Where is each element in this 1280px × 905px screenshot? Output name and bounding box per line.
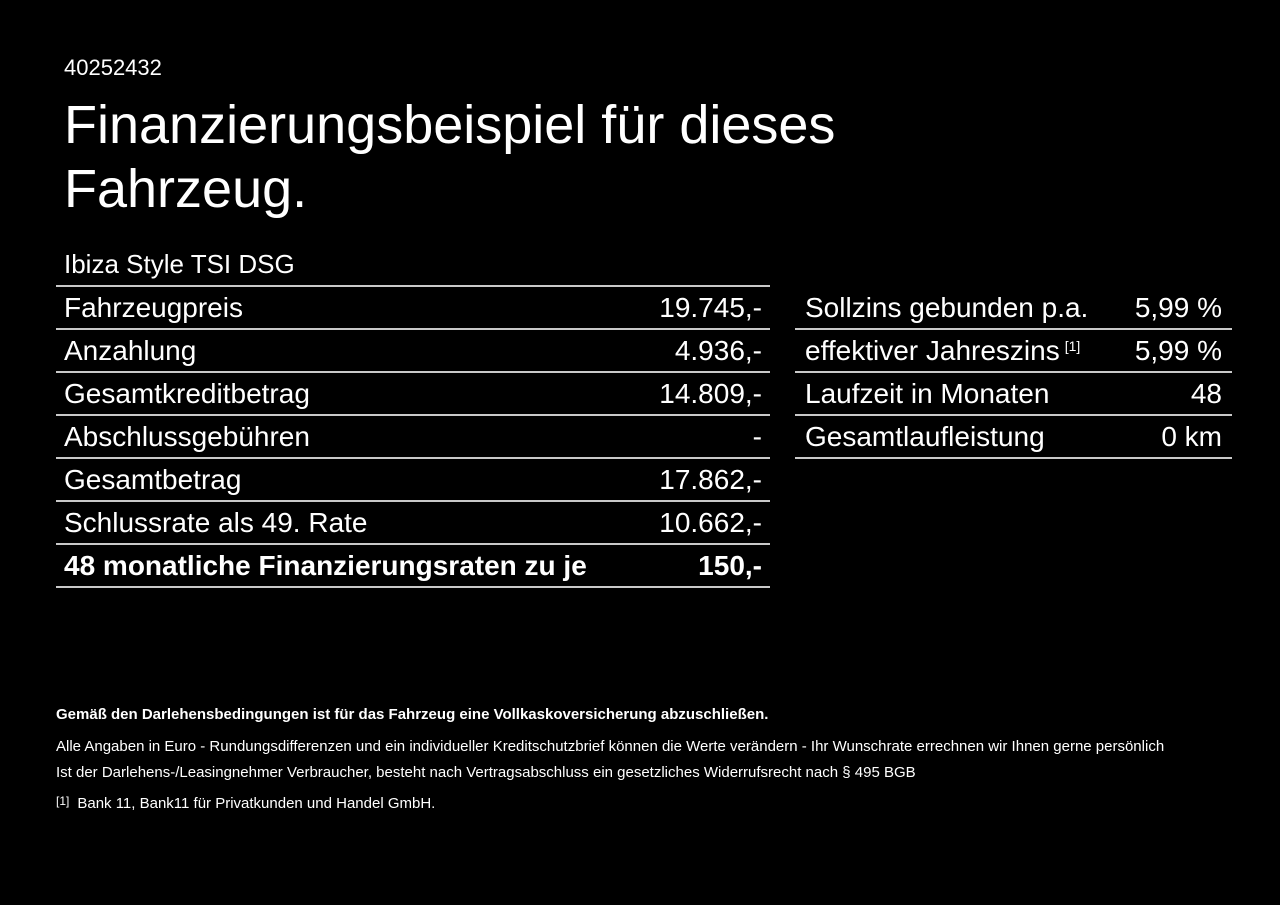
table-row-fahrzeugpreis: [56, 287, 770, 330]
row-label: Gesamtkreditbetrag: [64, 377, 310, 409]
row-value: 150,-: [698, 549, 762, 581]
row-value: 14.809,-: [659, 377, 762, 409]
row-label: Gesamtlaufleistung: [805, 420, 1045, 452]
disclaimer-line-2: Ist der Darlehens-/Leasingnehmer Verbraucher, besteht nach Vertragsabschluss ein gesetzliches Widerrufsrecht nach § 495 BGB: [56, 764, 916, 781]
row-value: 5,99 %: [1134, 334, 1222, 366]
table-row-abschlussgebuehren: [56, 416, 770, 459]
finance-tables: [56, 244, 1232, 588]
table-row-schlussrate: [56, 502, 770, 545]
row-label: 48 monatliche Finanzierungsraten zu je: [64, 549, 587, 581]
footnote-text: Bank 11, Bank11 für Privatkunden und Handel GmbH.: [77, 795, 436, 812]
table-row-anzahlung: [56, 330, 770, 373]
row-label: Laufzeit in Monaten: [805, 377, 1050, 409]
footnote-reference: [1]: [1064, 337, 1081, 354]
insurance-note: Gemäß den Darlehensbedingungen ist für das Fahrzeug eine Vollkaskoversicherung abzuschließen.: [56, 706, 769, 723]
legal-footer: [56, 705, 1246, 814]
table-row-monatsrate: [56, 545, 770, 588]
row-label: effektiver Jahreszins [1]: [805, 334, 1081, 366]
row-label: Fahrzeugpreis: [64, 291, 243, 323]
row-value: 0 km: [1161, 420, 1222, 452]
row-value: -: [752, 420, 762, 452]
row-label: Gesamtbetrag: [64, 463, 242, 495]
table-row-gesamtlaufleistung: [795, 416, 1232, 459]
row-value: 4.936,-: [674, 334, 762, 366]
finance-table-right: [795, 287, 1232, 588]
table-row-sollzins: [795, 287, 1232, 330]
page-title: Finanzierungsbeispiel für dieses Fahrzeug.: [64, 95, 836, 219]
table-row-gesamtkreditbetrag: [56, 373, 770, 416]
finance-table-left: [56, 244, 770, 588]
row-label: Sollzins gebunden p.a.: [805, 291, 1089, 323]
row-value: 5,99 %: [1134, 291, 1222, 323]
row-value: 10.662,-: [659, 506, 762, 538]
row-label: Anzahlung: [64, 334, 197, 366]
table-row-effektiver-jahreszins: [795, 330, 1232, 373]
table-row-gesamtbetrag: [56, 459, 770, 502]
vehicle-id: 40252432: [64, 55, 162, 80]
vehicle-model-row: [56, 244, 770, 287]
row-value: 17.862,-: [659, 463, 762, 495]
vehicle-model-label: Ibiza Style TSI DSG: [64, 249, 295, 279]
row-value: 48: [1190, 377, 1222, 409]
row-label: Abschlussgebühren: [64, 420, 310, 452]
table-row-laufzeit: [795, 373, 1232, 416]
footnote-marker: [1]: [56, 794, 70, 808]
row-value: 19.745,-: [659, 291, 762, 323]
disclaimer-line-1: Alle Angaben in Euro - Rundungsdifferenzen und ein individueller Kreditschutzbrief können die Werte verändern - Ihr Wunschrate errechnen wir Ihnen gerne persönlich: [56, 738, 1165, 755]
row-label: Schlussrate als 49. Rate: [64, 506, 368, 538]
footnote: [56, 794, 1246, 814]
